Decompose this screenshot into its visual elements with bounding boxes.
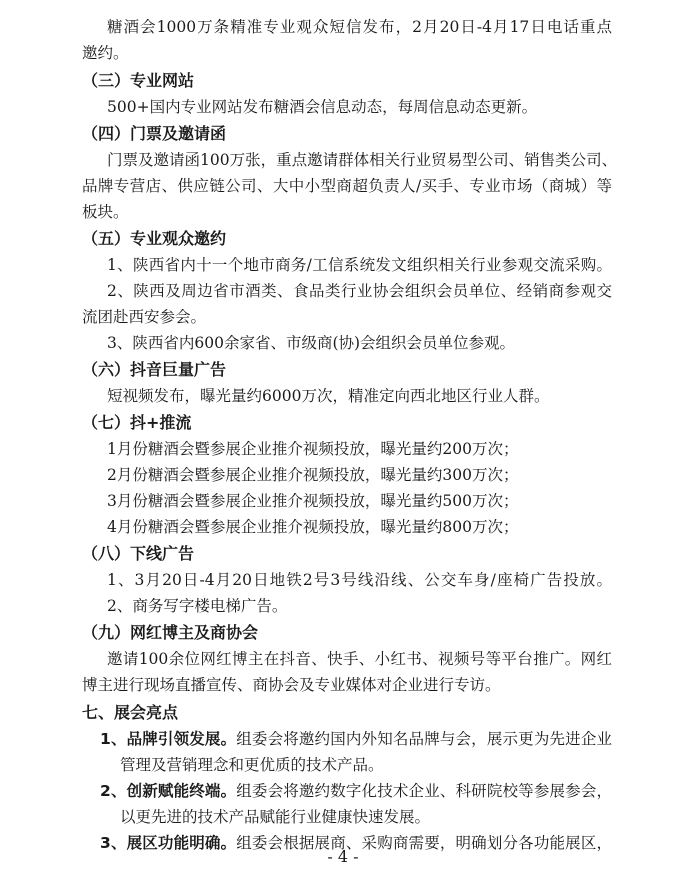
section-heading: （八）下线广告 (82, 544, 195, 563)
body-text: 邀约。 (82, 44, 129, 62)
section-heading: （六）抖音巨量广告 (82, 360, 227, 379)
body-text: 4月份糖酒会暨参展企业推介视频投放，曝光量约800万次； (107, 518, 519, 536)
body-text: 以更先进的技术产品赋能行业健康快速发展。 (120, 808, 431, 826)
body-text: 品牌专营店、供应链公司、大中小型商超负责人/买手、专业市场（商城）等 (82, 177, 612, 195)
section-heading: （五）专业观众邀约 (82, 229, 227, 248)
body-text: 门票及邀请函100万张，重点邀请群体相关行业贸易型公司、销售类公司、 (107, 151, 618, 169)
body-text: 2、商务写字楼电梯广告。 (107, 597, 288, 615)
body-text: 博主进行现场直播宣传、商协会及专业媒体对企业进行专访。 (82, 676, 501, 694)
highlight-lead: 2、创新赋能终端。 (100, 782, 237, 800)
highlight-item (100, 778, 612, 804)
body-text: 糖酒会1000万条精准专业观众短信发布，2月20日-4月17日电话重点 (107, 18, 612, 36)
body-text: 2、陕西及周边省市酒类、食品类行业协会组织会员单位、经销商参观交 (107, 282, 612, 300)
body-text: 2月份糖酒会暨参展企业推介视频投放，曝光量约300万次； (107, 466, 519, 484)
body-text: 3月份糖酒会暨参展企业推介视频投放，曝光量约500万次； (107, 492, 519, 510)
section-heading: （九）网红博主及商协会 (82, 623, 259, 642)
body-text: 500+国内专业网站发布糖酒会信息动态，每周信息动态更新。 (107, 98, 538, 116)
highlight-text: 组委会将邀约国内外知名品牌与会，展示更为先进企业 (236, 730, 612, 748)
body-text: 流团赴西安参会。 (82, 308, 207, 326)
body-text: 板块。 (82, 203, 129, 221)
body-text: 1、3月20日-4月20日地铁2号3号线沿线、公交车身/座椅广告投放。 (107, 571, 612, 589)
body-text: 1、陕西省内十一个地市商务/工信系统发文组织相关行业参观交流采购。 (107, 256, 612, 274)
section-heading: （七）抖+推流 (82, 413, 192, 432)
highlight-item (100, 726, 612, 752)
highlight-text: 组委会根据展商、采购商需要，明确划分各功能展区， (236, 834, 612, 852)
section-heading: （四）门票及邀请函 (82, 124, 227, 143)
body-text: 1月份糖酒会暨参展企业推介视频投放，曝光量约200万次； (107, 440, 519, 458)
body-text: 邀请100余位网红博主在抖音、快手、小红书、视频号等平台推广。网红 (107, 650, 612, 668)
body-text: 管理及营销理念和更优质的技术产品。 (120, 756, 384, 774)
highlight-lead: 1、品牌引领发展。 (100, 730, 237, 748)
chapter-heading: 七、展会亮点 (82, 703, 179, 722)
page-number: - 4 - (327, 847, 359, 866)
section-heading: （三）专业网站 (82, 71, 195, 90)
body-text: 3、陕西省内600余家省、市级商(协)会组织会员单位参观。 (107, 334, 516, 352)
highlight-lead: 3、展区功能明确。 (100, 834, 237, 852)
highlight-text: 组委会将邀约数字化技术企业、科研院校等参展参会， (236, 782, 612, 800)
body-text: 短视频发布，曝光量约6000万次，精准定向西北地区行业人群。 (107, 387, 550, 405)
